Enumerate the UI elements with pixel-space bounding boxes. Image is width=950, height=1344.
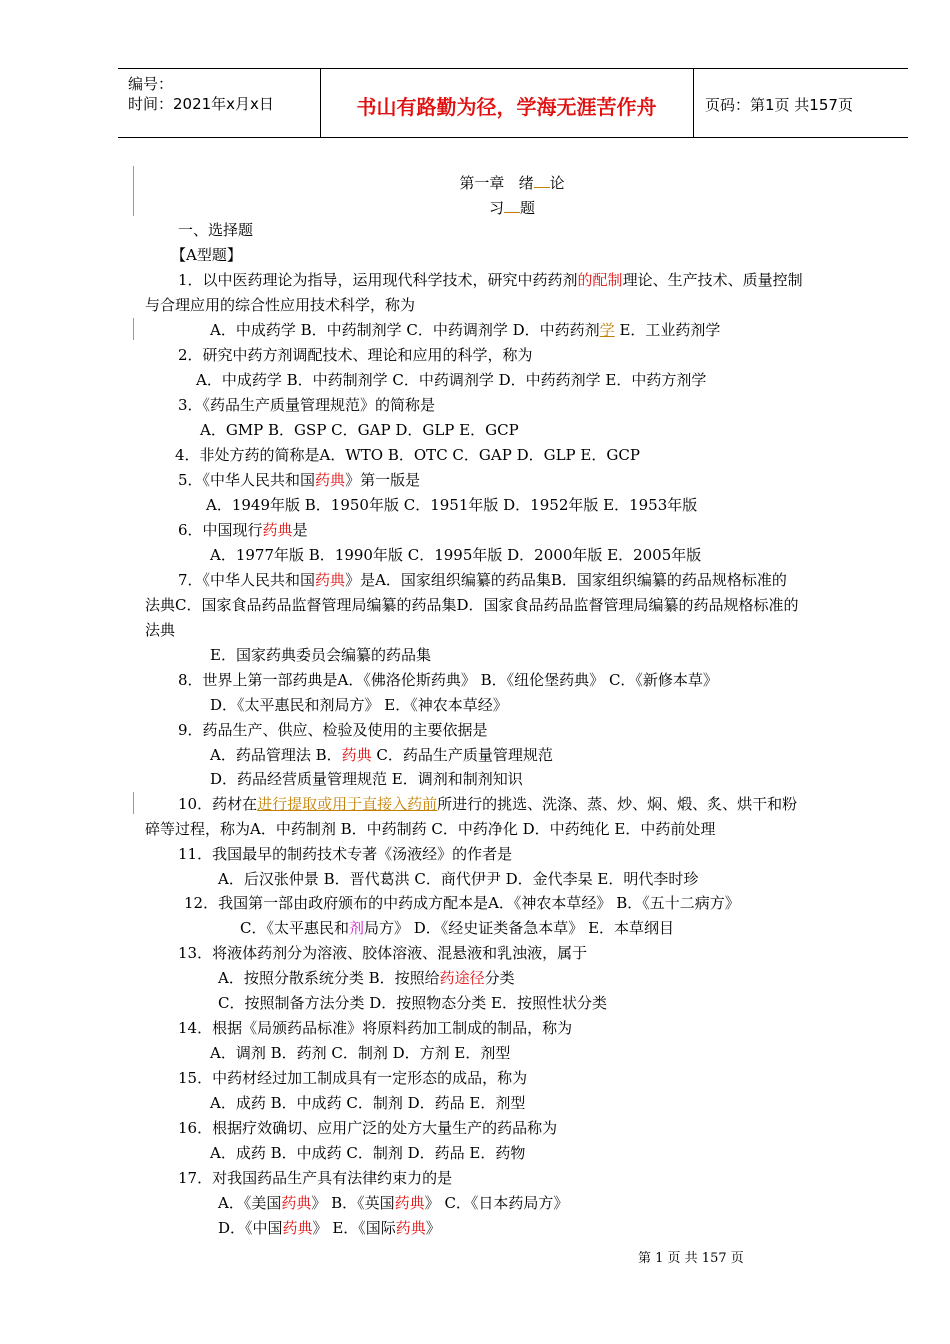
question-13-options-1: A．按照分散系统分类 B．按照给药途径分类 bbox=[218, 969, 515, 987]
question-8: 8．世界上第一部药典是A．《佛洛伦斯药典》 B．《纽伦堡药典》 C．《新修本草》 bbox=[178, 671, 718, 689]
question-16: 16．根据疗效确切、应用广泛的处方大量生产的药品称为 bbox=[178, 1119, 558, 1137]
question-1: 1．以中医药理论为指导，运用现代科学技术，研究中药药剂的配制理论、生产技术、质量控制 bbox=[178, 271, 803, 289]
question-15-options: A．成药 B．中成药 C．制剂 D．药品 E．剂型 bbox=[210, 1094, 526, 1112]
question-12-options: C．《太平惠民和剂局方》 D．《经史证类备急本草》 E．本草纲目 bbox=[240, 919, 675, 937]
question-5: 5．《中华人民共和国药典》第一版是 bbox=[178, 471, 421, 489]
question-3: 3．《药品生产质量管理规范》的简称是 bbox=[178, 396, 436, 414]
question-6: 6．中国现行药典是 bbox=[178, 521, 308, 539]
revision-mark bbox=[133, 318, 134, 340]
motto: 书山有路勤为径，学海无涯苦作舟 bbox=[356, 95, 657, 119]
section-subtitle: 习 题 bbox=[488, 199, 536, 217]
question-11-options: A．后汉张仲景 B．晋代葛洪 C．商代伊尹 D．金代李杲 E．明代李时珍 bbox=[218, 870, 699, 888]
question-5-options: A．1949年版 B．1950年版 C．1951年版 D．1952年版 E．1953年版 bbox=[206, 496, 698, 514]
question-3-options: A．GMP B．GSP C．GAP D．GLP E．GCP bbox=[200, 421, 519, 439]
question-1-options: A．中成药学 B．中药制剂学 C．中药调剂学 D．中药药剂学 E．工业药剂学 bbox=[210, 321, 721, 339]
question-9-options-1: A．药品管理法 B．药典 C．药品生产质量管理规范 bbox=[210, 746, 553, 764]
revision-mark bbox=[133, 792, 134, 814]
question-7-option-e: E．国家药典委员会编纂的药品集 bbox=[210, 646, 431, 664]
chapter-title: 第一章 绪 论 bbox=[459, 174, 565, 192]
question-10: 10．药材在进行提取或用于直接入药前所进行的挑选、洗涤、蒸、炒、焖、煅、炙、烘干和粉 bbox=[178, 795, 798, 813]
header-page-cell bbox=[693, 69, 908, 137]
question-17: 17．对我国药品生产具有法律约束力的是 bbox=[178, 1169, 453, 1187]
question-2: 2．研究中药方剂调配技术、理论和应用的科学，称为 bbox=[178, 346, 533, 364]
question-2-options: A．中成药学 B．中药制剂学 C．中药调剂学 D．中药药剂学 E．中药方剂学 bbox=[196, 371, 707, 389]
question-7-cont2: 法典 bbox=[145, 621, 176, 639]
question-7: 7．《中华人民共和国药典》是A．国家组织编纂的药品集B．国家组织编纂的药品规格标准的 bbox=[178, 571, 787, 589]
time-label: 时间：2021年x月x日 bbox=[128, 95, 274, 113]
question-13-options-2: C．按照制备方法分类 D．按照物态分类 E．按照性状分类 bbox=[218, 994, 607, 1012]
question-15: 15．中药材经过加工制成具有一定形态的成品，称为 bbox=[178, 1069, 528, 1087]
question-13: 13．将液体药剂分为溶液、胶体溶液、混悬液和乳浊液，属于 bbox=[178, 944, 588, 962]
question-14: 14．根据《局颁药品标准》将原料药加工制成的制品，称为 bbox=[178, 1019, 573, 1037]
type-heading: 【A型题】 bbox=[171, 246, 242, 264]
question-1-cont: 与合理应用的综合性应用技术科学，称为 bbox=[145, 296, 416, 314]
document-header bbox=[118, 68, 908, 138]
section-heading: 一、选择题 bbox=[178, 221, 254, 239]
header-info-cell bbox=[118, 69, 321, 137]
question-16-options: A．成药 B．中成药 C．制剂 D．药品 E．药物 bbox=[210, 1144, 526, 1162]
question-17-options-2: D．《中国药典》 E．《国际药典》 bbox=[218, 1219, 441, 1237]
question-9-options-2: D．药品经营质量管理规范 E．调剂和制剂知识 bbox=[210, 770, 523, 788]
question-14-options: A．调剂 B．药剂 C．制剂 D．方剂 E．剂型 bbox=[210, 1044, 511, 1062]
question-8-options: D．《太平惠民和剂局方》 E．《神农本草经》 bbox=[210, 696, 508, 714]
question-17-options-1: A．《美国药典》 B．《英国药典》 C．《日本药局方》 bbox=[218, 1194, 569, 1212]
question-7-cont: 法典C．国家食品药品监督管理局编纂的药品集D．国家食品药品监督管理局编纂的药品规格标准的 bbox=[145, 596, 799, 614]
question-4: 4．非处方药的简称是A．WTO B．OTC C．GAP D．GLP E．GCP bbox=[175, 446, 640, 464]
question-9: 9．药品生产、供应、检验及使用的主要依据是 bbox=[178, 721, 488, 739]
page-label: 页码：第1页 共157页 bbox=[705, 96, 853, 114]
question-6-options: A．1977年版 B．1990年版 C．1995年版 D．2000年版 E．2005年版 bbox=[210, 546, 702, 564]
header-motto-cell bbox=[320, 69, 694, 137]
number-label: 编号： bbox=[128, 75, 174, 93]
question-12: 12．我国第一部由政府颁布的中药成方配本是A．《神农本草经》 B．《五十二病方》 bbox=[184, 894, 740, 912]
question-10-cont: 碎等过程，称为A．中药制剂 B．中药制药 C．中药净化 D．中药纯化 E．中药前处理 bbox=[145, 820, 716, 838]
question-11: 11．我国最早的制药技术专著《汤液经》的作者是 bbox=[178, 845, 513, 863]
page-footer: 第 1 页 共 157 页 bbox=[638, 1251, 744, 1266]
